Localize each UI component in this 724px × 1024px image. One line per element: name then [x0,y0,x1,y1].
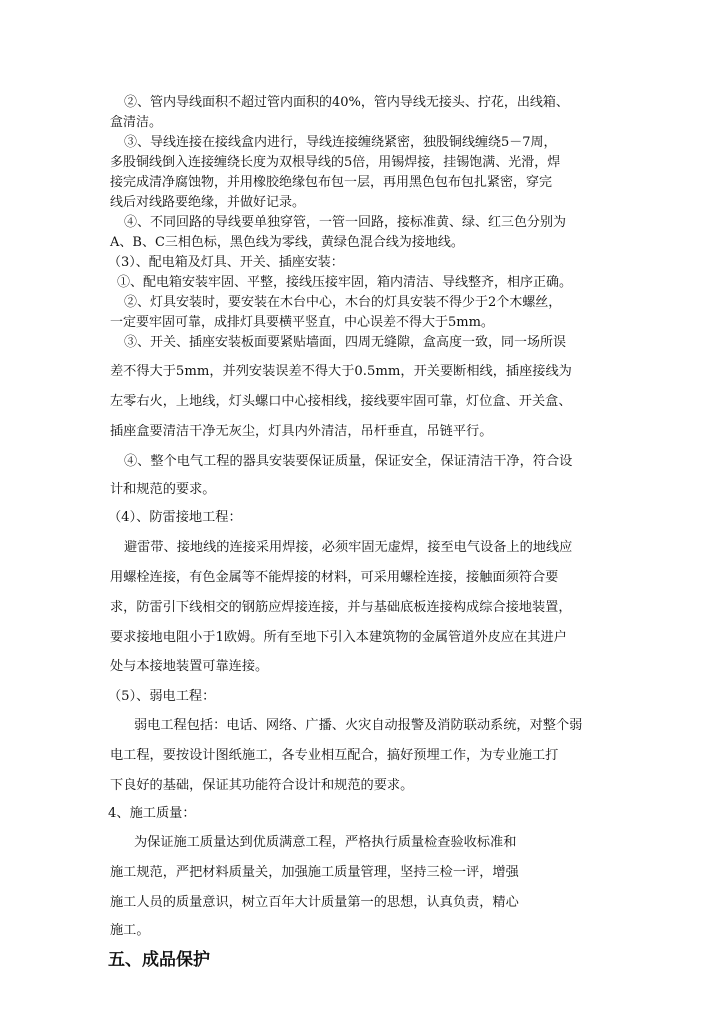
text-line: 下良好的基础，保证其功能符合设计和规范的要求。 [110,778,414,793]
subsection-title: （5）、弱电工程： [108,689,216,704]
text-line: 为保证施工质量达到优质满意工程，严格执行质量检查验收标准和 [134,835,517,850]
text-line: 左零右火，上地线，灯头螺口中心接相线，接线要牢固可靠，灯位盒、开关盒、 [110,394,572,409]
text-line: 插座盒要清洁干净无灰尘，灯具内外清洁，吊杆垂直，吊链平行。 [110,424,493,439]
text-line: ③、开关、插座安装板面要紧贴墙面，四周无缝隙，盒高度一致，同一场所误 [124,335,567,350]
text-line: 盒清洁。 [110,115,163,130]
text-line: 施工。 [110,923,150,938]
text-line: 弱电工程包括：电话、网络、广播、火灾自动报警及消防联动系统，对整个弱 [134,718,583,733]
text-line: 避雷带、接地线的连接采用焊接，必须牢固无虚焊，接至电气设备上的地线应 [124,540,573,555]
text-line: 处与本接地装置可靠连接。 [110,659,269,674]
section-heading: 五、成品保护 [108,950,210,970]
text-line: 计和规范的要求。 [110,482,216,497]
text-line: 施工人员的质量意识，树立百年大计质量第一的思想，认真负责，精心 [110,895,519,910]
subsection-title: （3）、配电箱及灯具、开关、插座安装： [108,255,344,270]
text-line: 差不得大于5mm，并列安装误差不得大于0.5mm，开关要断相线，插座接线为 [110,364,572,379]
text-line: ④、不同回路的导线要单独穿管，一管一回路，接标准黄、绿、红三色分别为 [124,215,567,230]
text-line: ④、整个电气工程的器具安装要保证质量，保证安全，保证清洁干净，符合设 [124,454,573,469]
text-line: 要求接地电阻小于1欧姆。所有至地下引入本建筑物的金属管道外皮应在其进户 [110,630,567,645]
text-line: 一定要牢固可靠，成排灯具要横平竖直，中心误差不得大于5mm。 [110,315,494,330]
text-line: 线后对线路要绝缘，并做好记录。 [110,195,306,210]
text-line: 接完成清净腐蚀物，并用橡胶绝缘包布包一层，再用黑色包布包扎紧密，穿完 [110,175,553,190]
text-line: 求，防雷引下线相交的钢筋应焊接连接，并与基础底板连接构成综合接地装置， [110,600,572,615]
subsection-title: （4）、防雷接地工程： [108,510,242,525]
text-line: ②、管内导线面积不超过管内面积的40%，管内导线无接头、拧花，出线箱、 [124,95,569,110]
text-line: 多股铜线倒入连接缠绕长度为双根导线的5倍，用锡焊接，挂锡饱满、光滑，焊 [110,155,561,170]
text-line: ③、导线连接在接线盒内进行，导线连接缠绕紧密，独股铜线缠绕5－7周， [124,135,557,150]
text-line: 施工规范，严把材料质量关，加强施工质量管理，坚持三检一评，增强 [110,865,519,880]
text-line: ②、灯具安装时，要安装在木台中心，木台的灯具安装不得少于2个木螺丝， [124,295,562,310]
subsection-title: 4、施工质量： [108,806,196,821]
text-line: 用螺栓连接，有色金属等不能焊接的材料，可采用螺栓连接，接触面须符合要 [110,570,559,585]
text-line: ①、配电箱安装牢固、平整，接线压接牢固，箱内清洁、导线整齐，相序正确。 [117,275,573,290]
text-line: 电工程，要按设计图纸施工，各专业相互配合，搞好预埋工作，为专业施工打 [110,748,559,763]
text-line: A、B、C三相色标，黑色线为零线，黄绿色混合线为接地线。 [110,235,464,250]
